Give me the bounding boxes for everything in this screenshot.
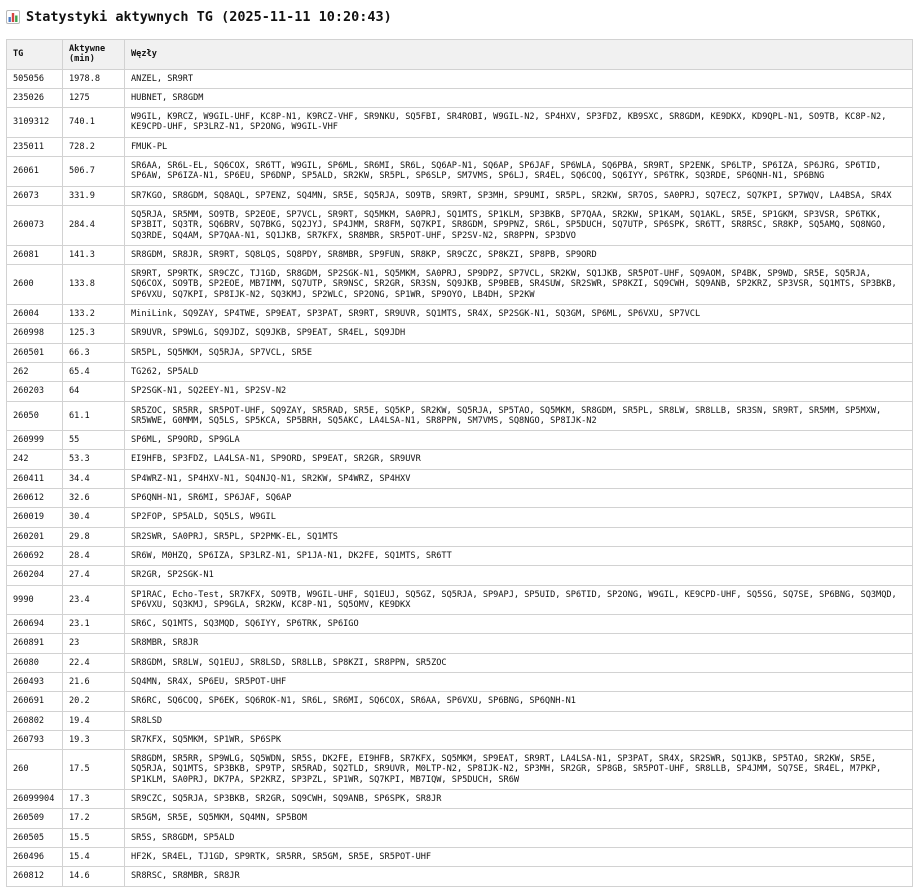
cell-tg: 260505: [7, 828, 63, 847]
table-body: [7, 69, 913, 886]
column-header-tg: TG: [7, 40, 63, 70]
page-title: Statystyki aktywnych TG (2025-11-11 10:20:43): [26, 9, 392, 25]
table-row: [7, 305, 913, 324]
cell-tg: 505056: [7, 69, 63, 88]
cell-nodes: HUBNET, SR8GDM: [125, 88, 913, 107]
cell-nodes: SQ4MN, SR4X, SP6EU, SR5POT-UHF: [125, 672, 913, 691]
table-row: [7, 809, 913, 828]
table-row: [7, 137, 913, 156]
cell-nodes: SP2SGK-N1, SQ2EEY-N1, SP2SV-N2: [125, 382, 913, 401]
cell-minutes: 66.3: [63, 343, 125, 362]
cell-tg: 3109312: [7, 108, 63, 138]
cell-nodes: SR6AA, SR6L-EL, SQ6COX, SR6TT, W9GIL, SP6ML, SR6MI, SR6L, SQ6AP-N1, SQ6AP, SP6JAF, SP6WLA, SQ6PBA, SR9RT, SP2ENK, SP6LTP, SP6IZA, SP6JRG, SP6TID, SP6AW, SP6IZA-N1, SP6EU, SP6DNP, SP5ALD, SR2KW, SR5PL, SP6SLP, SM7VMS, SP6LJ, SR4EL, SQ6COQ, SQ6IYY, SP6TRK, SQ3RDE, SP6QNH-N1, SP6BNG: [125, 157, 913, 187]
cell-tg: 26004: [7, 305, 63, 324]
table-row: [7, 711, 913, 730]
cell-minutes: 125.3: [63, 324, 125, 343]
table-row: [7, 450, 913, 469]
cell-nodes: SR5GM, SR5E, SQ5MKM, SQ4MN, SP5BOM: [125, 809, 913, 828]
cell-tg: 260019: [7, 508, 63, 527]
cell-tg: 260612: [7, 489, 63, 508]
cell-nodes: SR8LSD: [125, 711, 913, 730]
cell-tg: 260793: [7, 730, 63, 749]
table-row: [7, 157, 913, 187]
cell-nodes: TG262, SP5ALD: [125, 362, 913, 381]
cell-tg: 26050: [7, 401, 63, 431]
cell-nodes: SP6ML, SP9ORD, SP9GLA: [125, 431, 913, 450]
cell-tg: 262: [7, 362, 63, 381]
cell-minutes: 22.4: [63, 653, 125, 672]
cell-nodes: SR8RSC, SR8MBR, SR8JR: [125, 867, 913, 886]
cell-minutes: 506.7: [63, 157, 125, 187]
cell-nodes: SP4WRZ-N1, SP4HXV-N1, SQ4NJQ-N1, SR2KW, SP4WRZ, SP4HXV: [125, 469, 913, 488]
cell-tg: 26081: [7, 245, 63, 264]
cell-tg: 26080: [7, 653, 63, 672]
cell-nodes: ANZEL, SR9RT: [125, 69, 913, 88]
cell-tg: 260999: [7, 431, 63, 450]
cell-tg: 26061: [7, 157, 63, 187]
table-row: [7, 186, 913, 205]
cell-tg: 260802: [7, 711, 63, 730]
cell-minutes: 17.5: [63, 750, 125, 790]
table-row: [7, 508, 913, 527]
cell-minutes: 15.4: [63, 847, 125, 866]
cell-minutes: 23: [63, 634, 125, 653]
tg-stats-table: [6, 39, 913, 887]
cell-minutes: 61.1: [63, 401, 125, 431]
cell-tg: 26073: [7, 186, 63, 205]
table-row: [7, 265, 913, 305]
cell-minutes: 331.9: [63, 186, 125, 205]
table-row: [7, 205, 913, 245]
table-row: [7, 489, 913, 508]
cell-nodes: SR9UVR, SP9WLG, SQ9JDZ, SQ9JKB, SP9EAT, SR4EL, SQ9JDH: [125, 324, 913, 343]
cell-minutes: 55: [63, 431, 125, 450]
page-title-heading: [6, 8, 912, 29]
cell-nodes: SR5PL, SQ5MKM, SQ5RJA, SP7VCL, SR5E: [125, 343, 913, 362]
table-row: [7, 566, 913, 585]
cell-minutes: 133.8: [63, 265, 125, 305]
cell-nodes: W9GIL, K9RCZ, W9GIL-UHF, KC8P-N1, K9RCZ-VHF, SR9NKU, SQ5FBI, SR4ROBI, W9GIL-N2, SP4HXV, SP3FDZ, KB9SXC, SR8GDM, KE9DKX, KD9QPL-N1, SO9TB, KC8P-N2, KE9CPD-UHF, SP3LRZ-N1, SP2ONG, W9GIL-VHF: [125, 108, 913, 138]
cell-minutes: 23.4: [63, 585, 125, 615]
cell-minutes: 53.3: [63, 450, 125, 469]
cell-minutes: 14.6: [63, 867, 125, 886]
cell-minutes: 21.6: [63, 672, 125, 691]
table-row: [7, 69, 913, 88]
cell-minutes: 15.5: [63, 828, 125, 847]
cell-nodes: SQ5RJA, SR5MM, SO9TB, SP2EOE, SP7VCL, SR9RT, SQ5MKM, SA0PRJ, SQ1MTS, SP1KLM, SP3BKB, SP7QAA, SR2KW, SP1KAM, SQ1AKL, SR5E, SP1GKM, SP3VSR, SP6TKK, SP3BIT, SQ3TR, SQ6BRV, SQ7BKG, SQ2JYJ, SP4JMM, SR8FM, SQ7KPI, SR8GDM, SP9PNZ, SR6L, SP5DUCH, SQ7UTP, SP6SPK, SR6TT, SR8RSC, SR8KP, SQ5AMQ, SQ8NGO, SQ3RDE, SQ4AM, SP7QAA-N1, SQ1JKB, SR7KFX, SR8MBR, SR5POT-UHF, SP2SV-N2, SR8PPN, SP3DVO: [125, 205, 913, 245]
cell-nodes: SR7KGO, SR8GDM, SQ8AQL, SP7ENZ, SQ4MN, SR5E, SQ5RJA, SO9TB, SR9RT, SP3MH, SP9UMI, SR5PL, SR2KW, SR7OS, SA0PRJ, SQ7ECZ, SQ7KPI, SP7WQV, LA4BSA, SR4X: [125, 186, 913, 205]
cell-minutes: 28.4: [63, 546, 125, 565]
table-row: [7, 343, 913, 362]
cell-minutes: 728.2: [63, 137, 125, 156]
cell-tg: 260203: [7, 382, 63, 401]
cell-nodes: MiniLink, SQ9ZAY, SP4TWE, SP9EAT, SP3PAT, SR9RT, SR9UVR, SQ1MTS, SR4X, SP2SGK-N1, SQ3GM, SP6ML, SP6VXU, SP7VCL: [125, 305, 913, 324]
cell-tg: 260812: [7, 867, 63, 886]
cell-tg: 260691: [7, 692, 63, 711]
cell-nodes: SR8GDM, SR8JR, SR9RT, SQ8LQS, SQ8PDY, SR8MBR, SP9FUN, SR8KP, SR9CZC, SP8KZI, SP8PB, SP9ORD: [125, 245, 913, 264]
table-row: [7, 469, 913, 488]
cell-minutes: 34.4: [63, 469, 125, 488]
cell-tg: 260694: [7, 615, 63, 634]
table-row: [7, 108, 913, 138]
cell-nodes: SR9CZC, SQ5RJA, SP3BKB, SR2GR, SQ9CWH, SQ9ANB, SP6SPK, SR8JR: [125, 790, 913, 809]
cell-minutes: 141.3: [63, 245, 125, 264]
cell-nodes: SR8GDM, SR5RR, SP9WLG, SQ5WDN, SR5S, DK2FE, EI9HFB, SR7KFX, SQ5MKM, SP9EAT, SR9RT, LA4LSA-N1, SP3PAT, SR4X, SR2SWR, SQ1JKB, SP5TAO, SR2KW, SR5E, SQ5RJA, SQ1MTS, SP3BKB, SP9TP, SR5RAD, SQ2TLD, SR9UVR, M0LTP-N2, SP8IJK-N2, SP3MH, SR2GR, SP8GB, SR5POT-UHF, SR8LLB, SP4JMM, SQ7SE, SR4EL, M7PKP, SP1KLM, SA0PRJ, DK7PA, SP2KRZ, SP3PZL, SP1WR, SQ7KPI, MB7IQW, SP5DUCH, SR6W: [125, 750, 913, 790]
cell-minutes: 19.3: [63, 730, 125, 749]
cell-nodes: SR7KFX, SQ5MKM, SP1WR, SP6SPK: [125, 730, 913, 749]
cell-minutes: 30.4: [63, 508, 125, 527]
cell-minutes: 740.1: [63, 108, 125, 138]
cell-tg: 260493: [7, 672, 63, 691]
cell-tg: 9990: [7, 585, 63, 615]
cell-tg: 260891: [7, 634, 63, 653]
cell-tg: 260501: [7, 343, 63, 362]
cell-minutes: 1275: [63, 88, 125, 107]
table-row: [7, 431, 913, 450]
cell-tg: 260201: [7, 527, 63, 546]
cell-tg: 260073: [7, 205, 63, 245]
cell-tg: 235026: [7, 88, 63, 107]
table-row: [7, 324, 913, 343]
table-row: [7, 615, 913, 634]
column-header-nodes: Węzły: [125, 40, 913, 70]
cell-nodes: SR5S, SR8GDM, SP5ALD: [125, 828, 913, 847]
table-row: [7, 401, 913, 431]
cell-tg: 260692: [7, 546, 63, 565]
table-row: [7, 362, 913, 381]
table-row: [7, 527, 913, 546]
cell-nodes: SP2FOP, SP5ALD, SQ5LS, W9GIL: [125, 508, 913, 527]
cell-minutes: 64: [63, 382, 125, 401]
cell-tg: 2600: [7, 265, 63, 305]
table-row: [7, 634, 913, 653]
cell-nodes: SR2SWR, SA0PRJ, SR5PL, SP2PMK-EL, SQ1MTS: [125, 527, 913, 546]
cell-nodes: FMUK-PL: [125, 137, 913, 156]
table-row: [7, 672, 913, 691]
cell-nodes: HF2K, SR4EL, TJ1GD, SP9RTK, SR5RR, SR5GM, SR5E, SR5POT-UHF: [125, 847, 913, 866]
cell-nodes: SP1RAC, Echo-Test, SR7KFX, SO9TB, W9GIL-UHF, SQ1EUJ, SQ5GZ, SQ5RJA, SP9APJ, SP5UID, SP6TID, SP2ONG, W9GIL, KE9CPD-UHF, SQ5SG, SQ7SE, SP6BNG, SQ3MQD, SP6VXU, SQ3KMJ, SP9GLA, SR2KW, KC8P-N1, SQ5OMV, KE9DKX: [125, 585, 913, 615]
table-row: [7, 790, 913, 809]
table-row: [7, 585, 913, 615]
cell-minutes: 1978.8: [63, 69, 125, 88]
bar-chart-icon: [6, 10, 20, 29]
cell-minutes: 29.8: [63, 527, 125, 546]
cell-nodes: SR6C, SQ1MTS, SQ3MQD, SQ6IYY, SP6TRK, SP6IGO: [125, 615, 913, 634]
cell-minutes: 27.4: [63, 566, 125, 585]
cell-minutes: 17.2: [63, 809, 125, 828]
cell-nodes: SR8GDM, SR8LW, SQ1EUJ, SR8LSD, SR8LLB, SP8KZI, SR8PPN, SR5ZOC: [125, 653, 913, 672]
table-row: [7, 546, 913, 565]
cell-tg: 26099904: [7, 790, 63, 809]
cell-tg: 260998: [7, 324, 63, 343]
table-row: [7, 245, 913, 264]
cell-nodes: SR6W, M0HZQ, SP6IZA, SP3LRZ-N1, SP1JA-N1, DK2FE, SQ1MTS, SR6TT: [125, 546, 913, 565]
cell-minutes: 17.3: [63, 790, 125, 809]
cell-tg: 235011: [7, 137, 63, 156]
cell-minutes: 23.1: [63, 615, 125, 634]
table-header-row: [7, 40, 913, 70]
cell-tg: 260411: [7, 469, 63, 488]
cell-nodes: SR8MBR, SR8JR: [125, 634, 913, 653]
table-row: [7, 88, 913, 107]
cell-nodes: SR6RC, SQ6COQ, SP6EK, SQ6ROK-N1, SR6L, SR6MI, SQ6COX, SR6AA, SP6VXU, SP6BNG, SP6QNH-N1: [125, 692, 913, 711]
column-header-minutes: Aktywne (min): [63, 40, 125, 70]
cell-tg: 242: [7, 450, 63, 469]
cell-minutes: 284.4: [63, 205, 125, 245]
table-row: [7, 692, 913, 711]
cell-minutes: 20.2: [63, 692, 125, 711]
table-row: [7, 750, 913, 790]
cell-nodes: SP6QNH-N1, SR6MI, SP6JAF, SQ6AP: [125, 489, 913, 508]
cell-nodes: SR5ZOC, SR5RR, SR5POT-UHF, SQ9ZAY, SR5RAD, SR5E, SQ5KP, SR2KW, SQ5RJA, SP5TAO, SQ5MKM, SR8GDM, SR5PL, SR8LW, SR8LLB, SR3SN, SR9RT, SR5MM, SP5MXW, SR5WWE, G0MMM, SQ5LS, SP5KCA, SP5BRH, SQ5AKC, LA4LSA-N1, SR8PPN, SM7VMS, SQ8NGO, SP8IJK-N2: [125, 401, 913, 431]
cell-nodes: SR2GR, SP2SGK-N1: [125, 566, 913, 585]
cell-minutes: 19.4: [63, 711, 125, 730]
cell-tg: 260: [7, 750, 63, 790]
cell-tg: 260509: [7, 809, 63, 828]
cell-minutes: 32.6: [63, 489, 125, 508]
table-row: [7, 847, 913, 866]
table-row: [7, 867, 913, 886]
table-row: [7, 382, 913, 401]
cell-minutes: 65.4: [63, 362, 125, 381]
table-row: [7, 653, 913, 672]
table-row: [7, 828, 913, 847]
cell-nodes: SR9RT, SP9RTK, SR9CZC, TJ1GD, SR8GDM, SP2SGK-N1, SQ5MKM, SA0PRJ, SP9DPZ, SP7VCL, SR2KW, SQ1JKB, SR5POT-UHF, SQ9AOM, SP4BK, SP9WD, SR5E, SQ5RJA, SQ6COX, SO9TB, SP2EOE, MB7IMM, SQ7UTP, SR9NSC, SR2GR, SR3SN, SQ9JKB, SP9BEB, SR4SUW, SR2SWR, SP8KZI, SQ9CWH, SQ9ANB, SP2KRZ, SP3VSR, SQ1MTS, SP3BKB, SP6VXU, SQ7KPI, SP8IJK-N2, SQ3KMJ, SP2WLC, SP2ONG, SP1WR, SP9OYO, LB4DH, SP2KW: [125, 265, 913, 305]
cell-tg: 260204: [7, 566, 63, 585]
table-row: [7, 730, 913, 749]
cell-tg: 260496: [7, 847, 63, 866]
cell-minutes: 133.2: [63, 305, 125, 324]
cell-nodes: EI9HFB, SP3FDZ, LA4LSA-N1, SP9ORD, SP9EAT, SR2GR, SR9UVR: [125, 450, 913, 469]
